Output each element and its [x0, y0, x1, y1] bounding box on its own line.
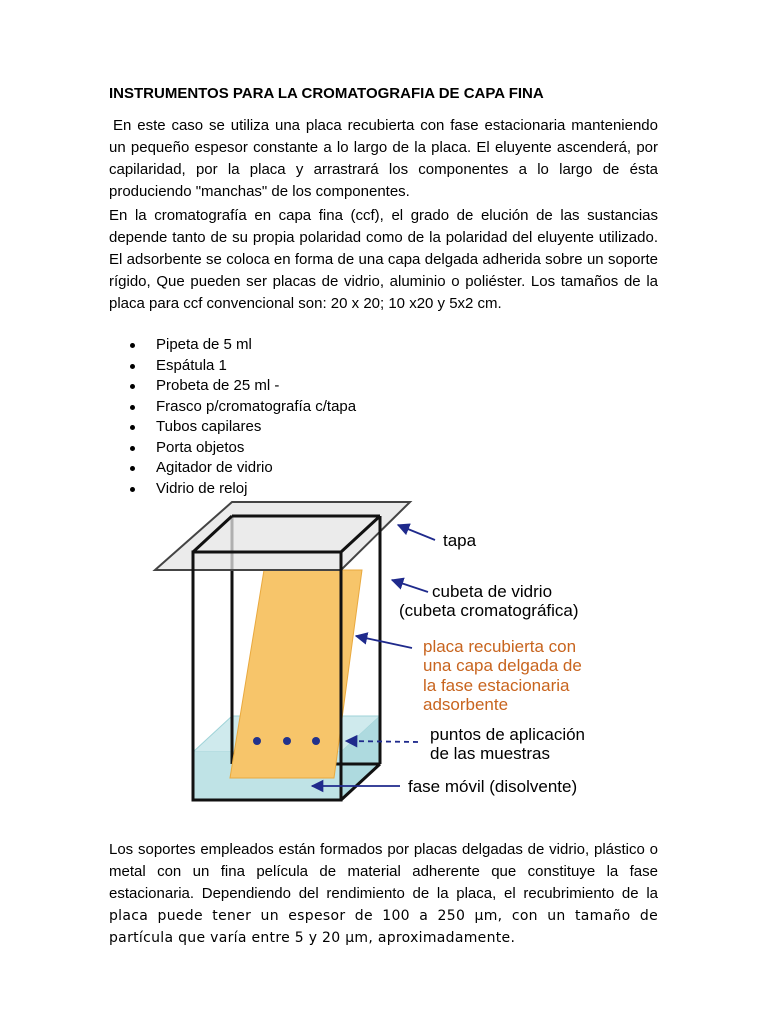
list-item-label: Porta objetos	[156, 438, 245, 456]
plate-label-line4: adsorbente	[423, 695, 509, 714]
sample-dot	[283, 737, 291, 745]
list-item-label: Frasco p/cromatografía c/tapa	[156, 397, 357, 415]
points-label-line2: de las muestras	[430, 744, 550, 763]
plate-label-line1: placa recubierta con	[423, 637, 577, 656]
tank-label-line2: (cubeta cromatográfica)	[399, 601, 579, 620]
supports-text: Los soportes empleados están formados por placas delgadas de vidrio, plástico o metal con un fina película de material adherente que constituye la fase estacionaria. Dependiendo del rendimiento de la placa, el recubrimiento de la	[109, 841, 658, 902]
mobile-phase-label: fase móvil (disolvente)	[408, 777, 578, 796]
supports-paragraph	[109, 839, 658, 949]
sample-dot	[312, 737, 320, 745]
points-label-line1: puntos de aplicación	[430, 725, 586, 744]
elution-paragraph: En la cromatografía en capa fina (ccf), el grado de elución de las sustancias depende tanto de su propia polaridad como de la polaridad del eluyente utilizado. El adsorbente se coloca en forma de una capa delgada adherida sobre un soporte rígido, Que pueden ser placas de vidrio, aluminio o poliéster. Los tamaños de la placa para ccf convencional son: 20 x 20; 10 x20 y 5x2 cm.	[109, 207, 658, 312]
list-item-label: Probeta de 25 ml -	[156, 377, 280, 394]
plate-label-line2: una capa delgada de	[423, 656, 582, 675]
list-item-label: Espátula 1	[156, 356, 227, 374]
list-item-label: Agitador de vidrio	[156, 459, 273, 476]
sample-dot	[253, 737, 261, 745]
intro-paragraph: En este caso se utiliza una placa recubierta con fase estacionaria manteniendo un pequeño espesor constante a lo largo de la placa. El eluyente ascenderá, por capilaridad, por la placa y arrastrará los componentes a lo largo de ésta produciendo "manchas" de los componentes.	[109, 117, 658, 200]
lid-label: tapa	[443, 531, 477, 550]
plate-label-line3: la fase estacionaria	[423, 676, 570, 695]
list-item-label: Pipeta de 5 ml	[156, 336, 252, 353]
page-title: INSTRUMENTOS PARA LA CROMATOGRAFIA DE CAPA FINA	[109, 85, 544, 102]
tank-label-line1: cubeta de vidrio	[432, 582, 553, 601]
list-item-label: Tubos capilares	[156, 418, 262, 435]
supports-text-tail: placa puede tener un espesor de 100 a 250 µm, con un tamaño de partícula que varía entre 5 y 20 µm, aproximadamente.	[109, 908, 658, 946]
list-item-label: Vidrio de reloj	[156, 479, 248, 497]
